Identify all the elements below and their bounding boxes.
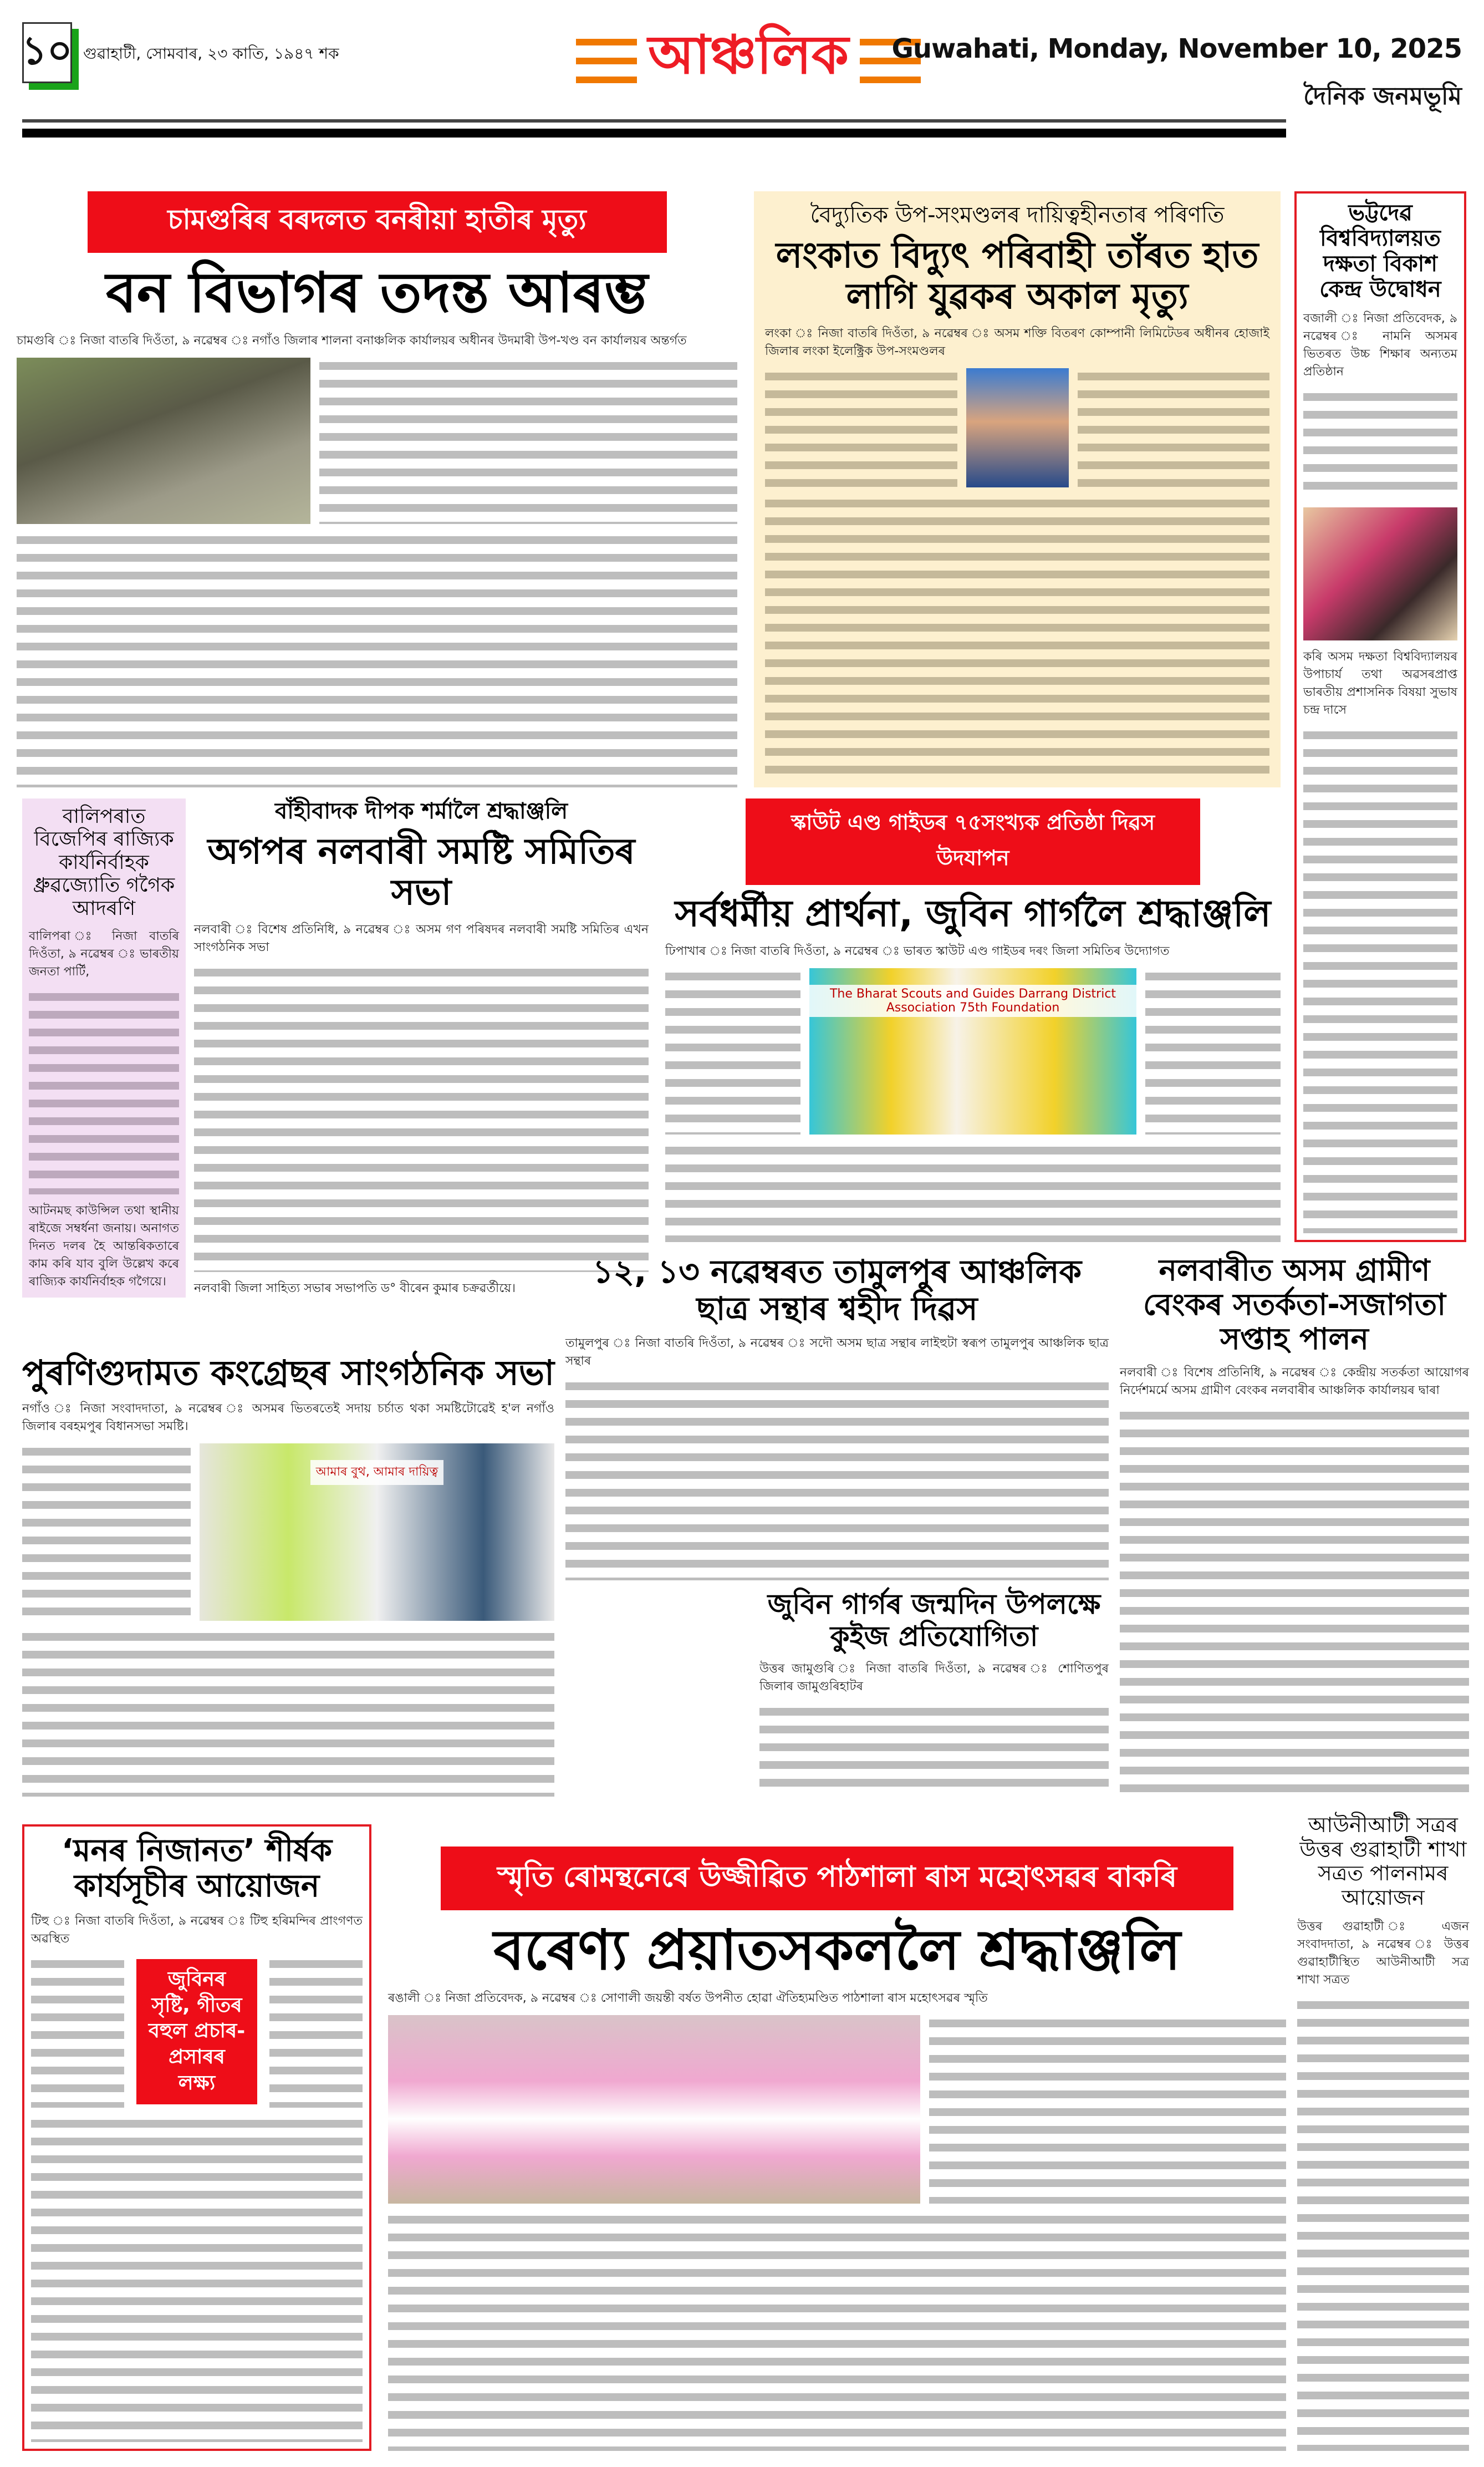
story11-body-right [269, 1956, 363, 2108]
story11-inset-row [31, 1956, 363, 2108]
page-number: ১০ [22, 22, 72, 83]
section-title: আঞ্চলিক [647, 23, 849, 86]
story4-box [22, 798, 186, 1298]
story13-headline: আউনীআটী সত্ৰৰ উত্তৰ গুৱাহাটী শাখা সত্ৰত পালনামৰ আয়োজন [1299, 1813, 1467, 1910]
story11-body-left [31, 1956, 124, 2108]
story13-lead: উত্তৰ গুৱাহাটী ঃ এজন সংবাদদাতা, ৯ নৱেম্বৰ ঃ উত্তৰ গুৱাহাটীস্থিত আউনীআটী সত্ৰ শাখা সত্ৰত [1297, 1919, 1469, 1987]
elephant-photo [17, 358, 310, 524]
story1 [17, 191, 737, 787]
story13 [1297, 1813, 1469, 2451]
story9-body [22, 1629, 554, 1797]
section-logo [554, 22, 942, 94]
story10-body [759, 1703, 1109, 1797]
story2-body-right [1078, 368, 1270, 487]
story3-lead2: কৰি অসম দক্ষতা বিশ্ববিদ্যালয়ৰ উপাচাৰ্য তথা অৱসৰপ্ৰাপ্ত ভাৰতীয় প্ৰশাসনিক বিষয়া সুভাষ চন্দ্ৰ দাসে [1303, 650, 1457, 717]
story6 [665, 798, 1281, 1242]
story7-body [565, 1378, 1109, 1580]
story5-tail: নলবাৰী জিলা সাহিত্য সভাৰ সভাপতি ড° বীৰেন কুমাৰ চক্ৰৱৰ্তীয়ে। [194, 1281, 516, 1295]
date-english: Guwahati, Monday, November 10, 2025 [891, 33, 1462, 64]
story6-body [665, 1142, 1281, 1242]
story11-headline: ‘মনৰ নিজানত’ শীৰ্ষক কাৰ্যসূচীৰ আয়োজন [61, 1833, 333, 1905]
story11-lead: টিহু ঃ নিজা বাতৰি দিওঁতা, ৯ নৱেম্বৰ ঃ টিহু হৰিমন্দিৰ প্ৰাংগণত অৱস্থিত [31, 1914, 363, 1946]
story5-body [194, 964, 649, 1272]
newspaper-brand: দৈনিক জনমভূমি [1303, 82, 1462, 110]
story9-photo-row [22, 1443, 554, 1621]
story1-headline: বন বিভাগৰ তদন্ত আৰম্ভ [106, 260, 648, 325]
story9-body-left [22, 1443, 191, 1621]
story1-body [17, 532, 737, 787]
story2-lead: লংকা ঃ নিজা বাতৰি দিওঁতা, ৯ নৱেম্বৰ ঃ অসম শক্তি বিতৰণ কোম্পানী লিমিটেডৰ অধীনৰ হোজাই জিলাৰ লংকা ইলেক্ট্ৰিক উপ-সংমণ্ডলৰ [765, 327, 1269, 359]
story4-tail: আটনমছ কাউন্সিল তথা স্থানীয় ৰাইজে সম্বৰ্ধনা জনায়। অনাগত দিনত দলৰ হৈ আন্তৰিকতাৰে কাম কৰি যাব বুলি উল্লেখ কৰে ৰাজ্যিক কাৰ্যনিৰ্বাহক গগৈয়ে। [29, 1204, 179, 1289]
story5-lead: নলবাৰী ঃ বিশেষ প্ৰতিনিধি, ৯ নৱেম্বৰ ঃ অসম গণ পৰিষদৰ নলবাৰী সমষ্টি সমিতিৰ এখন সাংগঠনিক সভা [194, 923, 649, 955]
story8-body [1120, 1407, 1469, 1797]
story1-body-text [319, 358, 737, 524]
story4-headline: বালিপৰাত বিজেপিৰ ৰাজ্যিক কাৰ্যনিৰ্বাহক ধ্ৰুৱজ্যোতি গগৈক আদৰণি [33, 805, 175, 920]
story6-headline: সৰ্বধৰ্মীয় প্ৰাৰ্থনা, জুবিন গাৰ্গলৈ শ্ৰদ্ধাঞ্জলি [675, 892, 1271, 935]
story3-body-2 [1303, 727, 1457, 1233]
story12 [388, 1847, 1286, 2451]
victim-photo [966, 368, 1069, 487]
story2-photo-row [765, 368, 1269, 487]
ras-festival-group-photo [388, 2015, 920, 2204]
scouts-banner-text: The Bharat Scouts and Guides Darrang District Association 75th Foundation [809, 985, 1136, 1017]
story1-lead: চামগুৰি ঃ নিজা বাতৰি দিওঁতা, ৯ নৱেম্বৰ ঃ নগাঁও জিলাৰ শালনা বনাঞ্চলিক কাৰ্যালয়ৰ অধীনৰ উদমাৰী উপ-খণ্ড বন কাৰ্যালয়ৰ অন্তৰ্গত [17, 334, 687, 348]
story12-lead: ৰঙালী ঃ নিজা প্ৰতিবেদক, ৯ নৱেম্বৰ ঃ সোণালী জয়ন্তী বৰ্ষত উপনীত হোৱা ঐতিহ্যমণ্ডিত পাঠশালা ৰাস মহোৎসৱৰ স্মৃতি [388, 1991, 988, 2005]
story7 [565, 1253, 1109, 1580]
story2-body-left [765, 368, 957, 487]
story11-body [31, 2115, 363, 2442]
scouts-event-photo [809, 968, 1136, 1135]
story6-body-right [1145, 968, 1281, 1135]
story9-headline: পুৰণিগুদামত কংগ্ৰেছৰ সাংগঠনিক সভা [22, 1352, 555, 1393]
story10-lead: উত্তৰ জামুগুৰি ঃ নিজা বাতৰি দিওঁতা, ৯ নৱেম্বৰ ঃ শোণিতপুৰ জিলাৰ জামুগুৰিহাটৰ [759, 1662, 1109, 1693]
story7-lead: তামুলপুৰ ঃ নিজা বাতৰি দিওঁতা, ৯ নৱেম্বৰ ঃ সদৌ অসম ছাত্ৰ সন্থাৰ লাইহুটা স্বৰূপ তামুলপুৰ আঞ্চলিক ছাত্ৰ সন্থাৰ [565, 1336, 1109, 1369]
story10 [759, 1589, 1109, 1797]
congress-banner-text: আমাৰ বুথ, আমাৰ দায়িত্ব [310, 1460, 444, 1485]
story1-photo-row [17, 358, 737, 524]
story4-lead: বালিপৰা ঃ নিজা বাতৰি দিওঁতা, ৯ নৱেম্বৰ ঃ ভাৰতীয় জনতা পাৰ্টি, [29, 929, 179, 979]
story3-lead: বজালী ঃ নিজা প্ৰতিবেদক, ৯ নৱেম্বৰ ঃ নামনি অসমৰ ভিতৰত উচ্চ শিক্ষাৰ অন্যতম প্ৰতিষ্ঠান [1303, 312, 1457, 379]
story12-headline: বৰেণ্য প্ৰয়াতসকললৈ শ্ৰদ্ধাঞ্জলি [493, 1917, 1181, 1982]
story7-headline: ১২, ১৩ নৱেম্বৰত তামুলপুৰ আঞ্চলিক ছাত্ৰ সন্থাৰ শ্বহীদ দিৱস [592, 1253, 1082, 1327]
story12-banner: স্মৃতি ৰোমন্থনেৰে উজ্জীৱিত পাঠশালা ৰাস মহোৎসৱৰ বাকৰি [441, 1847, 1233, 1910]
story11-box [22, 1824, 371, 2451]
story2-kicker: বৈদ্যুতিক উপ-সংমণ্ডলৰ দায়িত্বহীনতাৰ পৰিণতি [810, 202, 1225, 228]
story1-banner: চামগুৰিৰ বৰদলত বনৰীয়া হাতীৰ মৃত্যু [88, 191, 667, 253]
story3-box [1294, 191, 1466, 1242]
story12-body-right [929, 2015, 1286, 2204]
story2-headline: লংকাত বিদ্যুৎ পৰিবাহী তাঁৰত হাত লাগি যুৱকৰ অকাল মৃত্যু [776, 235, 1259, 317]
story6-body-left [665, 968, 800, 1135]
date-assamese: গুৱাহাটী, সোমবাৰ, ২৩ কাতি, ১৯৪৭ শক [83, 44, 339, 63]
story12-photo-row [388, 2015, 1286, 2204]
story11-inset: জুবিনৰ সৃষ্টি, গীতৰ বহুল প্ৰচাৰ-প্ৰসাৰৰ লক্ষ্য [133, 1956, 261, 2108]
story13-body [1297, 1997, 1469, 2451]
congress-meeting-photo [200, 1443, 554, 1621]
story8-lead: নলবাৰী ঃ বিশেষ প্ৰতিনিধি, ৯ নৱেম্বৰ ঃ কেন্দ্ৰীয় সতৰ্কতা আয়োগৰ নিৰ্দেশমৰ্মে অসম গ্ৰামীণ বেংকৰ নলবাৰীৰ আঞ্চলিক কাৰ্যালয়ৰ দ্বাৰা [1120, 1366, 1469, 1398]
header-rule-thick [22, 129, 1286, 138]
story8-headline: নলবাৰীত অসম গ্ৰামীণ বেংকৰ সতৰ্কতা-সজাগতা সপ্তাহ পালন [1143, 1253, 1446, 1357]
story9 [22, 1353, 554, 1797]
story6-photo-row [665, 968, 1281, 1135]
logo-stripes-left [576, 33, 637, 83]
story5-headline: অগপৰ নলবাৰী সমষ্টি সমিতিৰ সভা [207, 831, 635, 913]
story5 [194, 798, 649, 1298]
story2-body [765, 495, 1269, 776]
story8 [1120, 1253, 1469, 1797]
story6-banner: স্কাউট এণ্ড গাইডৰ ৭৫সংখ্যক প্ৰতিষ্ঠা দিৱস উদযাপন [746, 798, 1200, 885]
story4-body [29, 989, 179, 1194]
story5-kicker: বাঁহীবাদক দীপক শৰ্মালৈ শ্ৰদ্ধাঞ্জলি [274, 798, 568, 824]
story3-headline: ভট্টদেৱ বিশ্ববিদ্যালয়ত দক্ষতা বিকাশ কেন্দ্ৰ উদ্বোধন [1319, 200, 1441, 302]
story2-box [754, 191, 1281, 787]
story9-lead: নগাঁও ঃ নিজা সংবাদদাতা, ৯ নৱেম্বৰ ঃ অসমৰ ভিতৰতেই সদায় চৰ্চাত থকা সমষ্টিটোৱেই হ'ল নগাঁও জিলাৰ বৰহমপুৰ বিধানসভা সমষ্টি। [22, 1402, 554, 1434]
university-event-photo [1303, 507, 1457, 640]
story10-headline: জুবিন গাৰ্গৰ জন্মদিন উপলক্ষে কুইজ প্ৰতিযোগিতা [767, 1588, 1101, 1652]
story3-body [1303, 389, 1457, 500]
story12-body [388, 2211, 1286, 2451]
story6-lead: ঢিপাখাৰ ঃ নিজা বাতৰি দিওঁতা, ৯ নৱেম্বৰ ঃ ভাৰত স্কাউট এণ্ড গাইডৰ দৰং জিলা সমিতিৰ উদ্যোগত [665, 944, 1170, 958]
header-rule-thin [22, 119, 1286, 123]
